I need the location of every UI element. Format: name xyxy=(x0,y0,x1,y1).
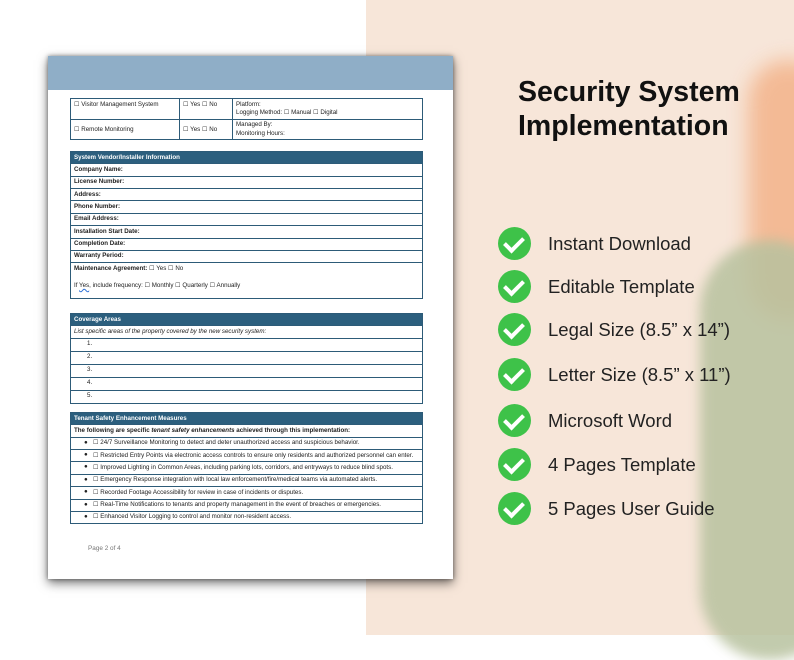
feature-item xyxy=(498,492,788,526)
tenant-safety-table xyxy=(70,412,423,524)
detail-line: Logging Method: ☐ Manual ☐ Digital xyxy=(236,108,338,116)
feature-item xyxy=(498,227,788,261)
section-heading: System Vendor/Installer Information xyxy=(71,152,423,164)
system-name: ☐ Remote Monitoring xyxy=(71,119,180,140)
list-item xyxy=(71,499,423,511)
table-row xyxy=(71,201,423,213)
feature-item xyxy=(498,270,788,304)
section-heading: Tenant Safety Enhancement Measures xyxy=(71,413,423,425)
system-details xyxy=(233,119,423,140)
coverage-item: 3. xyxy=(71,364,423,377)
table-row xyxy=(71,462,423,474)
feature-label: Editable Template xyxy=(548,276,695,297)
list-item xyxy=(71,437,423,449)
list-item xyxy=(71,511,423,523)
section-heading-row xyxy=(71,152,423,164)
system-options: ☐ Yes ☐ No xyxy=(180,119,233,140)
field-label: Completion Date: xyxy=(71,238,423,250)
table-row xyxy=(71,164,423,176)
bullet-icon: ● xyxy=(84,451,88,459)
list-item-text: ☐ Recorded Footage Accessibility for review in case of incidents or disputes. xyxy=(93,488,304,496)
section-heading: Coverage Areas xyxy=(71,314,423,326)
maintenance-options: ☐ Yes ☐ No xyxy=(149,264,184,272)
coverage-item: 4. xyxy=(71,377,423,390)
table-row xyxy=(71,338,423,351)
list-item-text: ☐ 24/7 Surveillance Monitoring to detect and deter unauthorized access and suspicious behavior. xyxy=(93,439,360,447)
document-header-band xyxy=(48,56,453,90)
feature-item xyxy=(498,404,788,438)
system-details xyxy=(233,99,423,120)
table-row xyxy=(71,119,423,140)
feature-item xyxy=(498,448,788,482)
table-row xyxy=(71,263,423,299)
bullet-icon: ● xyxy=(84,475,88,483)
check-icon xyxy=(498,313,531,346)
field-label: License Number: xyxy=(71,176,423,188)
check-icon xyxy=(498,492,531,525)
detail-line: Managed By: xyxy=(236,121,273,129)
list-item xyxy=(71,487,423,499)
coverage-item: 1. xyxy=(71,338,423,351)
table-row xyxy=(71,189,423,201)
list-item xyxy=(71,462,423,474)
table-row xyxy=(71,176,423,188)
feature-label: Instant Download xyxy=(548,233,691,254)
table-row xyxy=(71,226,423,238)
feature-label: 4 Pages Template xyxy=(548,454,696,475)
table-row xyxy=(71,425,423,437)
intro-part: achieved through this implementation: xyxy=(234,426,351,434)
systems-table xyxy=(70,98,423,140)
section-heading-row xyxy=(71,413,423,425)
table-row xyxy=(71,364,423,377)
check-icon xyxy=(498,448,531,481)
vendor-table xyxy=(70,151,423,299)
check-icon xyxy=(498,270,531,303)
bullet-icon: ● xyxy=(84,463,88,471)
list-item xyxy=(71,474,423,486)
list-item-text: ☐ Improved Lighting in Common Areas, including parking lots, corridors, and entryways to reduce blind spots. xyxy=(93,463,393,471)
check-icon xyxy=(498,227,531,260)
table-row xyxy=(71,377,423,390)
feature-label: Letter Size (8.5” x 11”) xyxy=(548,364,731,385)
document-page xyxy=(48,56,453,579)
coverage-instruction: List specific areas of the property covered by the new security system: xyxy=(71,326,423,338)
maintenance-cell xyxy=(71,263,423,299)
section-heading-row xyxy=(71,314,423,326)
frequency-prefix: If xyxy=(74,282,80,290)
list-item xyxy=(71,450,423,462)
maintenance-label: Maintenance Agreement: xyxy=(74,264,148,272)
field-label: Address: xyxy=(71,189,423,201)
promo-title-line: Security System xyxy=(518,76,740,108)
table-row xyxy=(71,437,423,449)
detail-line: Monitoring Hours: xyxy=(236,129,285,137)
table-row xyxy=(71,351,423,364)
intro-emphasis: tenant safety enhancements xyxy=(151,426,235,434)
check-icon xyxy=(498,358,531,391)
frequency-options: , include frequency: ☐ Monthly ☐ Quarterly ☐ Annually xyxy=(89,282,241,290)
list-item-text: ☐ Enhanced Visitor Logging to control and monitor non-resident access. xyxy=(93,513,292,521)
frequency-line xyxy=(74,282,419,290)
detail-line: Platform: xyxy=(236,100,261,108)
page-number: Page 2 of 4 xyxy=(88,545,121,552)
check-icon xyxy=(498,404,531,437)
feature-label: Microsoft Word xyxy=(548,410,673,431)
table-row xyxy=(71,499,423,511)
table-row xyxy=(71,250,423,262)
coverage-table xyxy=(70,313,423,404)
feature-item xyxy=(498,358,788,392)
field-label: Company Name: xyxy=(71,164,423,176)
field-label: Phone Number: xyxy=(71,201,423,213)
table-row xyxy=(71,450,423,462)
bullet-icon: ● xyxy=(84,512,88,520)
table-row xyxy=(71,474,423,486)
field-label: Warranty Period: xyxy=(71,250,423,262)
bullet-icon: ● xyxy=(84,438,88,446)
table-row xyxy=(71,487,423,499)
system-options: ☐ Yes ☐ No xyxy=(180,99,233,120)
coverage-item: 5. xyxy=(71,390,423,403)
tenant-intro xyxy=(71,425,423,437)
table-row xyxy=(71,326,423,338)
coverage-item: 2. xyxy=(71,351,423,364)
bullet-icon: ● xyxy=(84,500,88,508)
promo-title-line: Implementation xyxy=(518,110,729,143)
intro-part: The following are specific xyxy=(74,426,152,434)
feature-label: 5 Pages User Guide xyxy=(548,498,715,519)
list-item-text: ☐ Emergency Response integration with local law enforcement/fire/medical teams via automated alerts. xyxy=(93,476,378,484)
table-row xyxy=(71,213,423,225)
promo-title xyxy=(518,75,778,143)
field-label: Email Address: xyxy=(71,213,423,225)
table-row xyxy=(71,511,423,523)
list-item-text: ☐ Restricted Entry Points via electronic access controls to ensure only residents and authorized personnel can enter. xyxy=(93,451,414,459)
frequency-yes: Yes xyxy=(79,282,90,290)
table-row xyxy=(71,238,423,250)
system-name: ☐ Visitor Management System xyxy=(71,99,180,120)
list-item-text: ☐ Real-Time Notifications to tenants and property management in the event of breaches or emergencies. xyxy=(93,501,382,509)
table-row xyxy=(71,390,423,403)
table-row xyxy=(71,99,423,120)
bullet-icon: ● xyxy=(84,488,88,496)
feature-label: Legal Size (8.5” x 14”) xyxy=(548,319,731,340)
feature-item xyxy=(498,313,788,347)
field-label: Installation Start Date: xyxy=(71,226,423,238)
